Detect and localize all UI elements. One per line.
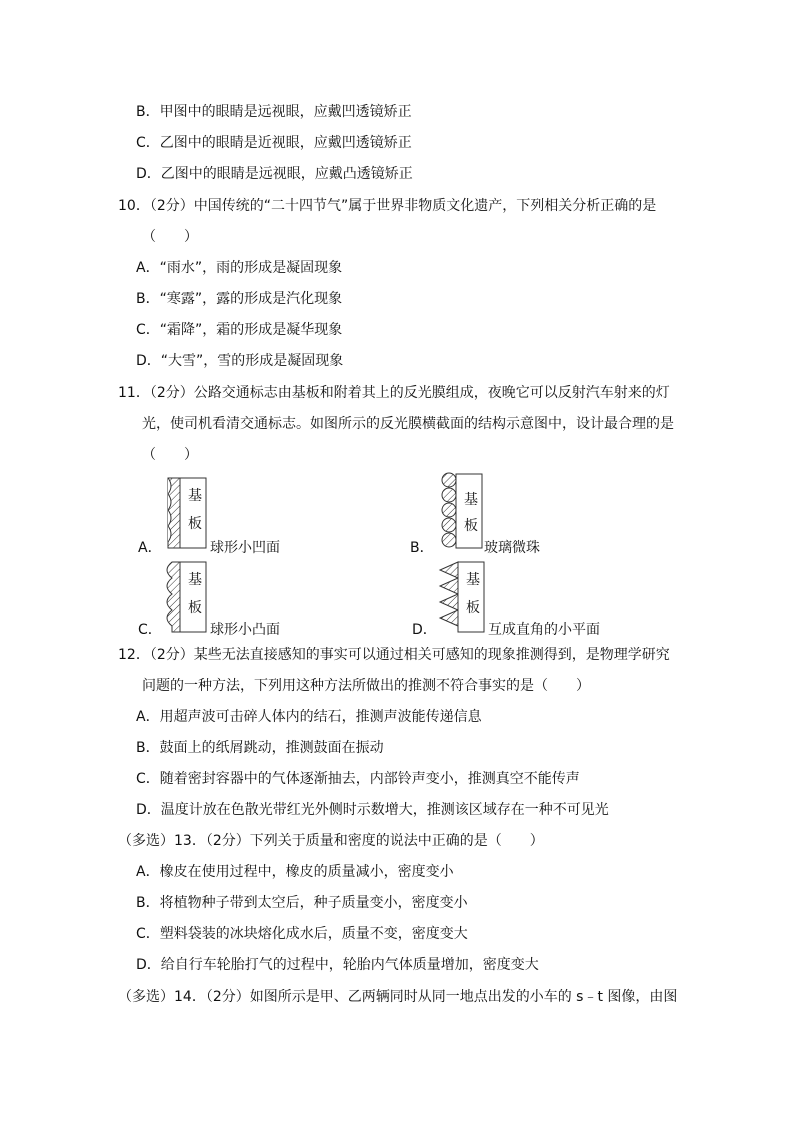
q10-option-b: B．“寒露”，露的形成是汽化现象 <box>136 291 343 307</box>
q12-stem-cont: 问题的一种方法，下列用这种方法所做出的推测不符合事实的是（ ） <box>142 678 590 694</box>
q11-figure-b-board-top: 基 <box>464 492 478 508</box>
q12-option-c: C．随着密封容器中的气体逐渐抽去，内部铃声变小，推测真空不能传声 <box>136 771 580 787</box>
q11-figure-a <box>160 476 210 552</box>
q13-option-a: A．橡皮在使用过程中，橡皮的质量减小，密度变小 <box>136 864 454 880</box>
q11-figure-d-board-bottom: 板 <box>466 600 480 616</box>
q11-stem: 11．（2分）公路交通标志由基板和附着其上的反光膜组成，夜晚它可以反射汽车射来的灯 <box>118 385 670 401</box>
q13-option-d: D．给自行车轮胎打气的过程中，轮胎内气体质量增加，密度变大 <box>136 957 539 973</box>
q10-option-c: C．“霜降”，霜的形成是凝华现象 <box>136 322 343 338</box>
q11-figure-c-board-bottom: 板 <box>188 600 202 616</box>
q10-option-a: A．“雨水”，雨的形成是凝固现象 <box>136 260 343 276</box>
q12-stem: 12．（2分）某些无法直接感知的事实可以通过相关可感知的现象推测得到，是物理学研究 <box>118 647 670 663</box>
q11-figure-b-board-bottom: 板 <box>464 518 478 534</box>
q10-stem-cont: （ ） <box>142 229 198 245</box>
q12-option-b: B．鼓面上的纸屑跳动，推测鼓面在振动 <box>136 740 384 756</box>
q11-figure-d <box>436 560 488 636</box>
q10-stem: 10．（2分）中国传统的“二十四节气”属于世界非物质文化遗产，下列相关分析正确的是 <box>118 198 657 214</box>
q13-option-c: C．塑料袋装的冰块熔化成水后，质量不变，密度变大 <box>136 926 468 942</box>
q11-option-a-label: A． <box>138 540 162 556</box>
q11-figure-b <box>436 470 486 552</box>
q11-option-d-label: D． <box>412 622 437 638</box>
q11-option-b-caption: 玻璃微珠 <box>484 540 540 556</box>
q14-stem: （多选）14．（2分）如图所示是甲、乙两辆同时从同一地点出发的小车的 s﹣t 图像，由图 <box>118 989 678 1005</box>
q11-figure-c <box>160 560 210 636</box>
q11-stem-cont2: （ ） <box>142 447 198 463</box>
q11-option-d-caption: 互成直角的小平面 <box>488 622 600 638</box>
q9-option-b: B．甲图中的眼睛是远视眼，应戴凹透镜矫正 <box>136 104 412 120</box>
q12-option-a: A．用超声波可击碎人体内的结石，推测声波能传递信息 <box>136 709 482 725</box>
q11-option-c-label: C． <box>138 622 162 638</box>
q11-option-b-label: B． <box>410 540 434 556</box>
q9-option-d: D．乙图中的眼睛是远视眼，应戴凸透镜矫正 <box>136 166 413 182</box>
q13-stem: （多选）13．（2分）下列关于质量和密度的说法中正确的是（ ） <box>118 833 544 849</box>
q13-option-b: B．将植物种子带到太空后，种子质量变小，密度变小 <box>136 895 468 911</box>
q11-figure-a-board-bottom: 板 <box>188 516 202 532</box>
q11-option-a-caption: 球形小凹面 <box>210 540 280 556</box>
q11-figure-a-board-top: 基 <box>188 488 202 504</box>
q11-figure-d-board-top: 基 <box>466 572 480 588</box>
q11-figure-c-board-top: 基 <box>188 572 202 588</box>
q12-option-d: D．温度计放在色散光带红光外侧时示数增大，推测该区域存在一种不可见光 <box>136 802 609 818</box>
q10-option-d: D．“大雪”，雪的形成是凝固现象 <box>136 353 344 369</box>
q11-stem-cont: 光，使司机看清交通标志。如图所示的反光膜横截面的结构示意图中，设计最合理的是 <box>142 416 674 432</box>
q9-option-c: C．乙图中的眼睛是近视眼，应戴凹透镜矫正 <box>136 135 412 151</box>
q11-option-c-caption: 球形小凸面 <box>210 622 280 638</box>
